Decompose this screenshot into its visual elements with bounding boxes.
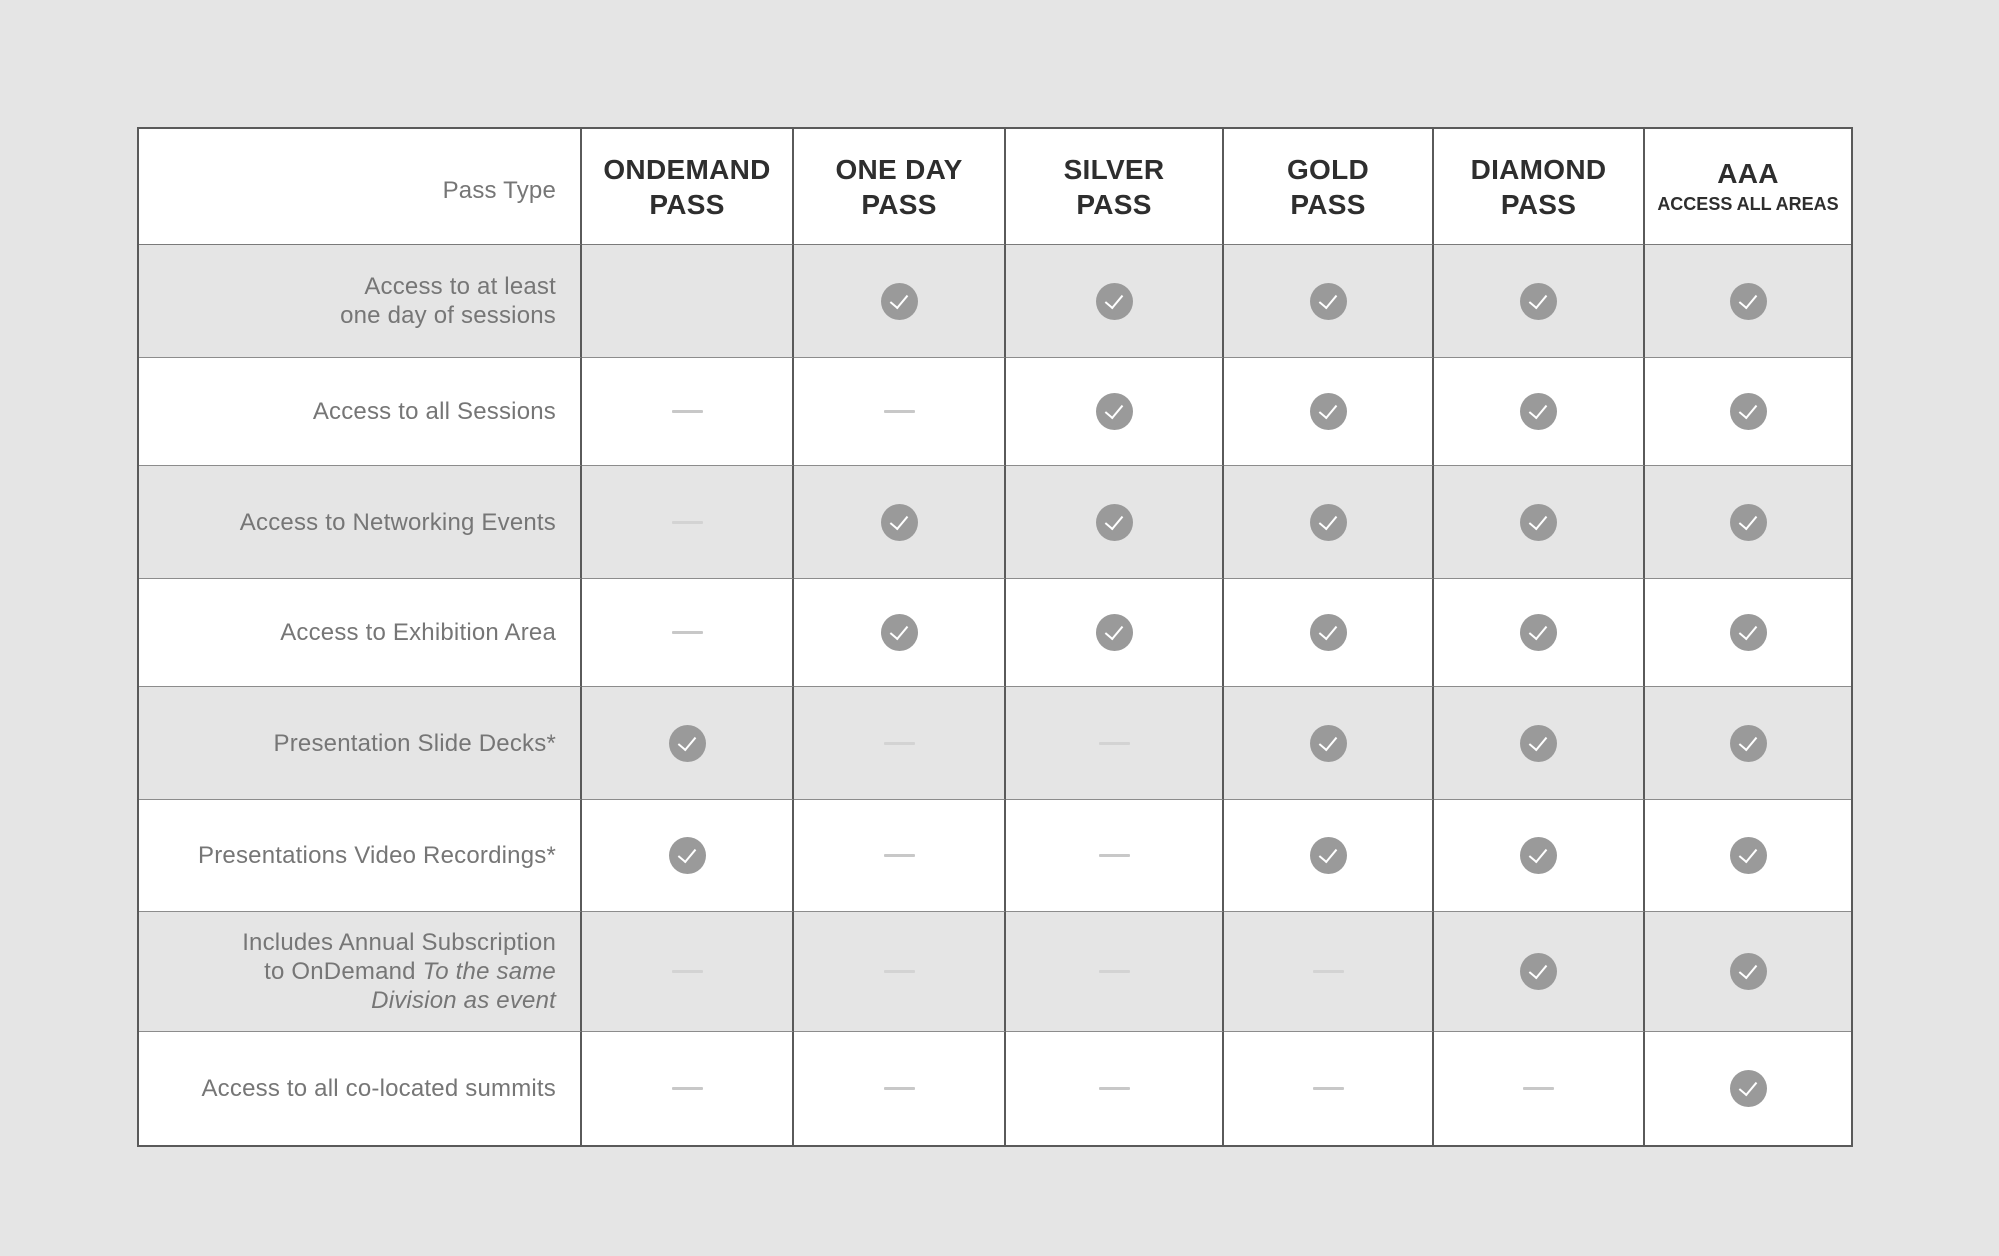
dash-icon <box>884 742 915 745</box>
value-cell <box>582 800 794 912</box>
pass-type-text: Pass Type <box>442 177 556 204</box>
value-cell <box>582 466 794 579</box>
dash-icon <box>1099 1087 1130 1090</box>
check-circle-icon <box>1096 504 1133 541</box>
check-circle-icon <box>1310 504 1347 541</box>
value-cell <box>794 245 1006 358</box>
column-header-ondemand <box>582 129 794 245</box>
column-header-line1: ONE DAY <box>835 153 963 185</box>
dash-icon <box>672 970 703 973</box>
value-cell <box>1006 800 1224 912</box>
value-cell <box>794 466 1006 579</box>
dash-icon <box>672 410 703 413</box>
check-circle-icon <box>1730 1070 1767 1107</box>
column-header-gold <box>1224 129 1434 245</box>
value-cell <box>1006 1032 1224 1145</box>
check-circle-icon <box>1730 504 1767 541</box>
row-label-slide-decks <box>139 687 582 800</box>
dash-icon <box>1099 742 1130 745</box>
value-cell <box>1224 1032 1434 1145</box>
column-header-line1: AAA <box>1717 158 1779 189</box>
dash-icon <box>884 410 915 413</box>
value-cell <box>1434 466 1645 579</box>
check-circle-icon <box>881 614 918 651</box>
row-label-exhibition-area <box>139 579 582 687</box>
value-cell <box>582 245 794 358</box>
value-cell <box>1645 245 1851 358</box>
value-cell <box>1645 800 1851 912</box>
dash-icon <box>884 970 915 973</box>
check-circle-icon <box>1730 953 1767 990</box>
column-header-line2: PASS <box>1290 188 1366 220</box>
column-header-line2: PASS <box>1500 188 1577 220</box>
value-cell <box>1224 466 1434 579</box>
value-cell <box>1006 245 1224 358</box>
value-cell <box>1645 358 1851 466</box>
check-circle-icon <box>1730 725 1767 762</box>
value-cell <box>1006 687 1224 800</box>
check-circle-icon <box>1310 614 1347 651</box>
check-circle-icon <box>1310 837 1347 874</box>
check-circle-icon <box>1310 725 1347 762</box>
value-cell <box>1645 466 1851 579</box>
check-circle-icon <box>1730 393 1767 430</box>
dash-icon <box>1099 970 1130 973</box>
dash-icon <box>672 631 703 634</box>
value-cell <box>1006 466 1224 579</box>
row-label-line: Presentation Slide Decks* <box>273 729 556 757</box>
row-label-italic-text: Division as event <box>371 987 556 1014</box>
value-cell <box>1224 579 1434 687</box>
value-cell <box>582 358 794 466</box>
column-header-aaa <box>1645 129 1851 245</box>
value-cell <box>1224 687 1434 800</box>
value-cell <box>582 687 794 800</box>
value-cell <box>1006 912 1224 1032</box>
dash-icon <box>1099 854 1130 857</box>
value-cell <box>1434 358 1645 466</box>
value-cell <box>794 1032 1006 1145</box>
value-cell <box>1645 1032 1851 1145</box>
column-header-line1: GOLD <box>1286 153 1370 185</box>
check-circle-icon <box>881 504 918 541</box>
check-circle-icon <box>669 837 706 874</box>
value-cell <box>1434 687 1645 800</box>
check-circle-icon <box>1730 614 1767 651</box>
row-label-line: Presentations Video Recordings* <box>198 842 556 869</box>
value-cell <box>1434 245 1645 358</box>
value-cell <box>582 579 794 687</box>
value-cell <box>582 912 794 1032</box>
row-label-line: Access to at least <box>364 273 556 300</box>
value-cell <box>1224 800 1434 912</box>
check-circle-icon <box>1310 283 1347 320</box>
row-label-annual-subscription <box>139 912 582 1032</box>
value-cell <box>794 579 1006 687</box>
dash-icon <box>884 854 915 857</box>
value-cell <box>1224 358 1434 466</box>
value-cell <box>1006 358 1224 466</box>
value-cell <box>1224 912 1434 1032</box>
column-header-line1: ONDEMAND <box>603 153 771 185</box>
check-circle-icon <box>1520 953 1557 990</box>
value-cell <box>1006 579 1224 687</box>
row-label-networking-events <box>139 466 582 579</box>
row-label-line: Includes Annual Subscription <box>242 929 556 956</box>
column-header-one-day <box>794 129 1006 245</box>
check-circle-icon <box>1520 504 1557 541</box>
row-label-video-recordings <box>139 800 582 912</box>
dash-icon <box>1313 970 1344 973</box>
check-circle-icon <box>881 283 918 320</box>
column-header-subtitle: ACCESS ALL AREAS <box>1657 194 1839 214</box>
dash-icon <box>672 1087 703 1090</box>
row-label-line: Access to all co-located summits <box>201 1075 556 1102</box>
value-cell <box>1645 687 1851 800</box>
row-label-co-located-summits <box>139 1032 582 1145</box>
value-cell <box>1645 579 1851 687</box>
check-circle-icon <box>1096 614 1133 651</box>
value-cell <box>794 912 1006 1032</box>
check-circle-icon <box>1520 283 1557 320</box>
value-cell <box>1434 579 1645 687</box>
row-label-line: one day of sessions <box>340 302 556 329</box>
row-label-line <box>242 957 556 986</box>
row-label-line <box>242 986 556 1015</box>
check-circle-icon <box>1096 283 1133 320</box>
row-label-line: Access to all Sessions <box>312 398 556 425</box>
pass-type-label <box>139 129 582 245</box>
check-circle-icon <box>1096 393 1133 430</box>
dash-icon <box>1523 1087 1554 1090</box>
row-label-line: Access to Exhibition Area <box>280 619 556 646</box>
check-circle-icon <box>669 725 706 762</box>
column-header-line1: SILVER <box>1063 153 1165 185</box>
column-header-diamond <box>1434 129 1645 245</box>
check-circle-icon <box>1730 837 1767 874</box>
value-cell <box>1434 912 1645 1032</box>
dash-icon <box>884 1087 915 1090</box>
value-cell <box>794 800 1006 912</box>
value-cell <box>1434 1032 1645 1145</box>
value-cell <box>582 1032 794 1145</box>
check-circle-icon <box>1520 393 1557 430</box>
check-circle-icon <box>1520 725 1557 762</box>
row-label-one-day-sessions <box>139 245 582 358</box>
value-cell <box>1224 245 1434 358</box>
column-header-line1: DIAMOND <box>1470 153 1607 185</box>
check-circle-icon <box>1520 614 1557 651</box>
row-label-all-sessions <box>139 358 582 466</box>
check-circle-icon <box>1520 837 1557 874</box>
row-label-text: to OnDemand <box>264 958 423 985</box>
column-header-line2: PASS <box>861 188 937 220</box>
dash-icon <box>1313 1087 1344 1090</box>
pass-comparison-table <box>137 127 1853 1147</box>
value-cell <box>794 687 1006 800</box>
check-circle-icon <box>1730 283 1767 320</box>
row-label-italic-text: To the same <box>422 958 556 985</box>
column-header-line2: PASS <box>649 188 725 220</box>
value-cell <box>1434 800 1645 912</box>
row-label-line: Access to Networking Events <box>239 508 556 536</box>
check-circle-icon <box>1310 393 1347 430</box>
column-header-silver <box>1006 129 1224 245</box>
column-header-line2: PASS <box>1076 188 1152 220</box>
dash-icon <box>672 521 703 524</box>
value-cell <box>1645 912 1851 1032</box>
value-cell <box>794 358 1006 466</box>
